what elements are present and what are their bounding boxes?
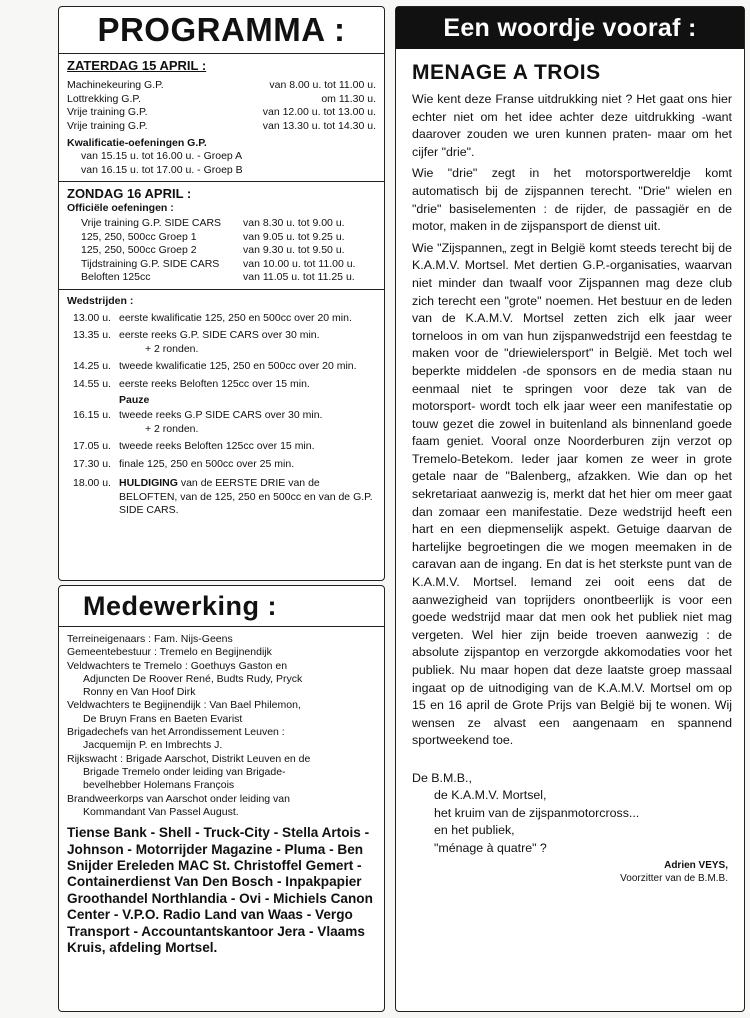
huldiging-label: HULDIGING [119,477,178,489]
signature-name: Adrien VEYS, [664,860,728,871]
programma-title: PROGRAMMA : [97,11,346,48]
schedule-time: van 12.00 u. tot 13.00 u. [262,106,376,118]
article-text [412,91,732,750]
zaterdag-heading: ZATERDAG 15 APRIL : [67,58,207,73]
race-time: 16.15 u. [73,409,111,421]
race-text: eerste reeks Beloften 125cc over 15 min. [119,377,310,390]
race-time: 17.30 u. [73,457,111,470]
article-paragraph: Wie "Zijspannen„ zegt in België komt steeds terecht bij de K.A.M.V. Mortsel. Met dertien G.P.-organisaties, waarvan niet minder dan twaalf voor Zijspannen mag deze club zich terecht een "grote" noemen. Het bestuur en de leden van de K.A.M.V. Mortsel zetten zich elk jaar weer torneloos in om van hun zijspanwedstrijd een feestdag te maken voor de "driewielersport" in België. Met toch wel beperkte middelen -de sponsors en de media staan nu eenmaal niet te springen voor deze tak van de motorsport- wordt toch elk jaar weer een manifestatie op touw gezet die zowel in buitenland als binnenland goede faam geniet. Vooral onze Noorderburen zijn verzot op Tremelo-Betekom. Ieder jaar komen ze weer in grote getale naar de "Balenberg„ afzakken. Wie dan op het sekretariaat aanwezig is, merkt dat het hier om meer gaat dan zomaar een manifestatie. Deze wedstrijd heeft een hart en een diepmenselijk aspekt. Getuige daarvan de hartelijke begroetingen die we mogen meemaken in de caravan aan de ingang. En dat is het sterkste punt van de K.A.M.V. Mortsel. Iemand zei ooit eens dat de aanwezigheid van toprijders onontbeerlijk is voor een goede wedstrijd maar dat men ook het publiek niet mag vergeten. Wel hier zijn beide troeven aanwezig : de absolute zijspantop en verzorgde akkomodaties voor het publiek. Nu maar hopen dat deze laatste groep massaal ingaat op de uitnodiging van de K.A.M.V. Mortsel om op 15 en 16 april de Grote Prijs van België bij te wonen. Wij wensen ze alvast een aangenaam en spannend sportweekend toe. [412,240,732,748]
race-text: + 2 ronden. [145,422,199,435]
article-header: Een woordje vooraf : [396,7,744,49]
race-time [73,343,119,357]
medewerking-title: Medewerking : [83,591,278,621]
medewerking-line-cont: Adjuncten De Roover René, Budts Rudy, Pryck [83,672,303,685]
schedule-row [67,217,376,231]
race-time: 13.00 u. [73,311,111,324]
medewerking-line-cont: bevelhebber Holemans François [83,779,235,792]
zaterdag-schedule [67,79,376,133]
medewerking-list [67,633,376,819]
article-paragraph: Wie kent deze Franse uitdrukking niet ? Het gaat ons hier echter niet om het idee achter deze uitdrukking -want daarover zouden we uren kunnen praten- maar om het cijfer "drie". [412,92,732,159]
medewerking-line: Brigadechefs van het Arrondissement Leuven : [67,726,285,739]
schedule-row [67,271,376,285]
officiele-heading: Officiële oefeningen : [67,202,174,214]
race-text: finale 125, 250 en 500cc over 25 min. [119,457,295,470]
schedule-row [67,244,376,258]
race-row [67,378,376,392]
medewerking-item [67,699,376,726]
schedule-time: van 13.30 u. tot 14.30 u. [262,119,376,132]
schedule-name: Lottrekking G.P. [67,92,141,105]
medewerking-line-cont: Jacquemijn P. en Imbrechts J. [83,739,223,752]
race-text: tweede kwalificatie 125, 250 en 500cc over 20 min. [119,360,357,372]
race-row [67,329,376,343]
huldiging-text: van de EERSTE DRIE van de BELOFTEN, van de 125, 250 en 500cc en van de G.P. SIDE CARS. [119,477,373,516]
article-title: MENAGE A TROIS [412,61,601,84]
divider [59,626,384,627]
signature-role: Voorzitter van de B.M.B. [620,873,728,884]
schedule-row [67,120,376,134]
race-text: + 2 ronden. [145,342,199,355]
race-row [67,360,376,374]
race-time: 13.35 u. [73,329,111,341]
medewerking-item [67,646,376,659]
closing-line: het kruim van de zijspanmotorcross... [434,805,640,820]
zondag-heading: ZONDAG 16 APRIL : [67,186,192,201]
race-text: eerste reeks G.P. SIDE CARS over 30 min. [119,329,320,341]
schedule-row: van 16.15 u. tot 17.00 u. - Groep B [81,163,243,176]
race-time [73,423,119,437]
divider [59,181,384,182]
wedstrijden-schedule-2 [67,409,376,471]
medewerking-item [67,753,376,793]
schedule-time: om 11.30 u. [321,92,376,105]
closing-line: en het publiek, [434,823,515,838]
race-time: 14.25 u. [73,360,111,372]
medewerking-line: Veldwachters te Tremelo : Goethuys Gaston en [67,659,288,672]
medewerking-line-cont: Brigade Tremelo onder leiding van Brigade- [83,765,286,778]
wedstrijden-schedule [67,312,376,392]
medewerking-line-cont: Kommandant Van Passel August. [83,805,239,818]
schedule-name: Vrije training G.P. [67,119,148,132]
race-time: 14.55 u. [73,377,111,390]
pauze-label: Pauze [119,394,150,406]
race-row [67,409,376,423]
article-closing [412,770,732,857]
schedule-time: van 8.00 u. tot 11.00 u. [269,79,376,91]
signature [412,859,732,885]
schedule-row [67,258,376,272]
schedule-row [67,93,376,107]
schedule-row [67,231,376,245]
race-row [67,440,376,454]
schedule-name: Vrije training G.P. SIDE CARS [81,217,222,229]
race-text: eerste kwalificatie 125, 250 en 500cc over 20 min. [119,311,352,324]
schedule-row [67,106,376,120]
schedule-row: van 15.15 u. tot 16.00 u. - Groep A [81,150,243,162]
schedule-name: Machinekeuring G.P. [67,79,164,91]
article-panel [395,6,745,1012]
closing-line: "ménage à quatre" ? [434,840,547,855]
medewerking-item [67,793,376,820]
race-row [67,458,376,472]
medewerking-line: Veldwachters te Begijnendijk : Van Bael Philemon, [67,699,301,712]
schedule-time: van 11.05 u. tot 11.25 u. [243,271,355,283]
schedule-name: 125, 250, 500cc Groep 1 [81,230,197,243]
kwalificatie-heading: Kwalificatie-oefeningen G.P. [67,137,207,149]
officiele-schedule [67,217,376,285]
wedstrijden-heading: Wedstrijden : [67,294,134,307]
medewerking-line: Gemeentebestuur : Tremelo en Begijnendijk [67,646,272,659]
race-time: 17.05 u. [73,440,111,452]
schedule-time: van 8.30 u. tot 9.00 u. [243,217,345,229]
medewerking-line-cont: De Bruyn Frans en Baeten Evarist [83,712,243,725]
schedule-name: 125, 250, 500cc Groep 2 [81,244,197,256]
race-text: tweede reeks G.P SIDE CARS over 30 min. [119,409,323,421]
schedule-name: Beloften 125cc [81,271,151,283]
schedule-time: van 9.05 u. tot 9.25 u. [243,230,345,243]
race-row [67,343,376,357]
divider [59,289,384,290]
race-row [67,312,376,326]
medewerking-panel [58,585,385,1012]
schedule-name: Tijdstraining G.P. SIDE CARS [81,257,220,270]
schedule-time: van 9.30 u. tot 9.50 u. [243,244,345,256]
medewerking-line: Brandweerkorps van Aarschot onder leiding van [67,792,290,805]
race-text: tweede reeks Beloften 125cc over 15 min. [119,440,315,452]
race-row [67,423,376,437]
huldiging-row: 18.00 u. HULDIGING van de EERSTE DRIE van de BELOFTEN, van de 125, 250 en 500cc en van de G.P. SIDE CARS. [73,477,373,516]
schedule-name: Vrije training G.P. [67,106,148,118]
sponsors-list: Tiense Bank - Shell - Truck-City - Stella Artois - Johnson - Motorrijder Magazine - Pluma - Ben Snijder Ereleden MAC St. Christoffel Gemert - Containerdienst Van Den Bosch - Inpakpapier Groothandel Northlandia - Ovi - Michiels Canon Center - V.P.O. Radio Land van Waas - Vergo Transport - Accountantskantoor Jera - Vlaams Kruis, afdeling Mortsel. [67,825,373,955]
kwalificatie-schedule [67,150,376,177]
schedule-row [67,79,376,93]
divider [59,53,384,54]
medewerking-item [67,633,376,646]
medewerking-item [67,726,376,753]
medewerking-item [67,660,376,700]
medewerking-line: Terreineigenaars : Fam. Nijs-Geens [67,633,233,645]
schedule-time: van 10.00 u. tot 11.00 u. [243,257,356,270]
medewerking-line: Rijkswacht : Brigade Aarschot, Distrikt Leuven en de [67,752,311,765]
closing-line: de K.A.M.V. Mortsel, [434,788,547,803]
programma-panel [58,6,385,581]
closing-line: De B.M.B., [412,770,472,785]
medewerking-line-cont: Ronny en Van Hoof Dirk [83,686,196,699]
article-paragraph: Wie "drie" zegt in het motorsportwereldje komt automatisch bij de zijspannen terecht. "Drie" wielen en "drie" basiselementen : de rijder, de passagiër en de motor, maken in de zijspansport de dienst uit. [412,166,732,234]
